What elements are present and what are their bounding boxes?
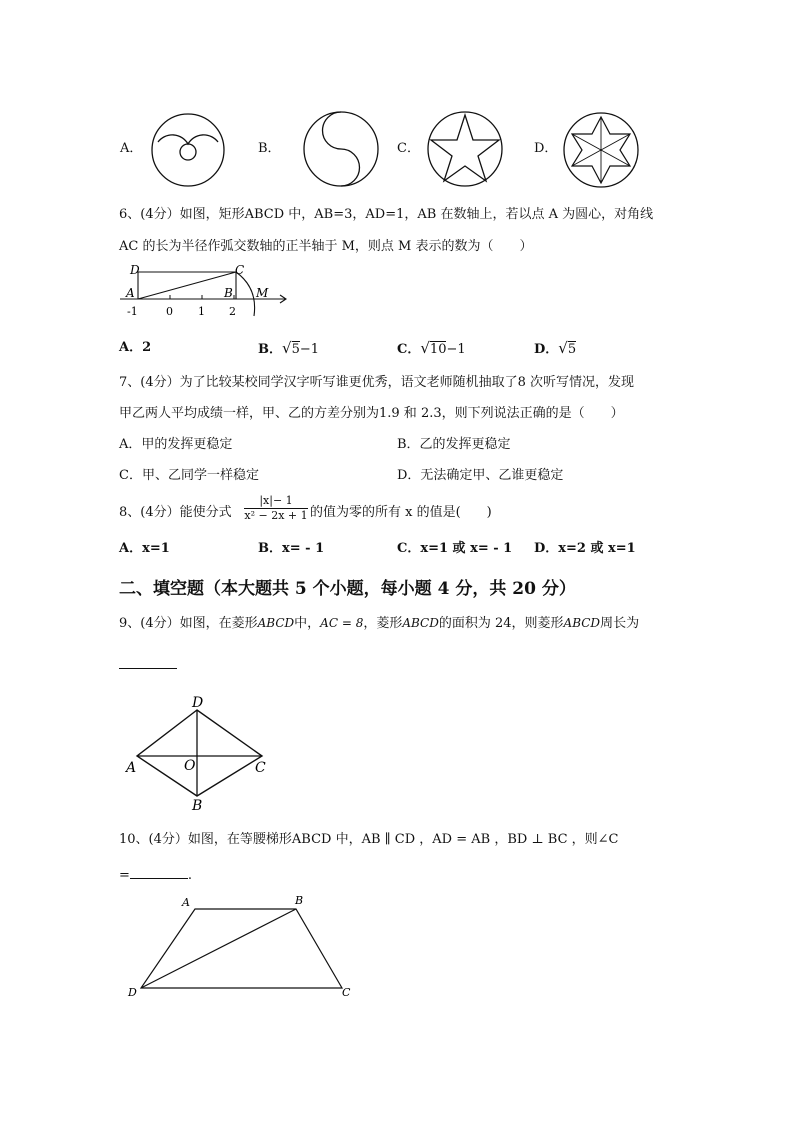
q8-stem-suffix: 的值为零的所有 x 的值是( ) xyxy=(310,505,492,520)
q5-option-d-label: D． xyxy=(534,141,558,156)
q6-stem-line2: AC 的长为半径作弧交数轴的正半轴于 M，则点 M 表示的数为（ ） xyxy=(119,239,533,254)
section-2-heading: 二、填空题（本大题共 5 个小题，每小题 4 分，共 20 分） xyxy=(119,579,576,599)
q9-fig-label-d: D xyxy=(192,695,204,711)
q8-option-b: B．x= - 1 xyxy=(258,541,325,556)
q7-option-a: A．甲的发挥更稳定 xyxy=(119,437,233,452)
q5-figure-a xyxy=(150,112,226,188)
q9-fig-label-b: B xyxy=(192,798,203,812)
q6-fig-label-b: B xyxy=(224,286,233,300)
q7-stem-line1: 7、(4分）为了比较某校同学汉字听写谁更优秀，语文老师随机抽取了8 次听写情况，发现 xyxy=(119,375,635,390)
q10-fig-label-b: B xyxy=(295,894,304,907)
q8-stem-prefix: 8、(4分）能使分式 xyxy=(119,505,232,520)
q10-fig-label-c: C xyxy=(342,986,351,999)
q6-fig-label-d: D xyxy=(130,263,140,277)
q9-fig-label-c: C xyxy=(255,760,266,776)
q5-option-a-label: A． xyxy=(120,141,143,156)
q9-answer-blank[interactable] xyxy=(119,652,177,669)
q5-figure-c xyxy=(426,110,504,188)
q9-fig-label-o: O xyxy=(184,758,196,774)
q6-option-a: A．2 xyxy=(119,340,152,355)
q8-fraction-denominator: x² − 2x + 1 xyxy=(244,509,308,522)
q8-fraction xyxy=(244,494,308,523)
q5-option-b-label: B． xyxy=(258,141,281,156)
q6-fig-tick-0: 0 xyxy=(166,305,173,318)
q6-stem-line1: 6、(4分）如图，矩形ABCD 中，AB=3，AD=1，AB 在数轴上，若以点 A 为圆心，对角线 xyxy=(119,207,654,222)
q7-stem-line2: 甲乙两人平均成绩一样，甲、乙的方差分别为1.9 和 2.3，则下列说法正确的是（ ） xyxy=(119,406,624,421)
q6-fig-tick-2: 2 xyxy=(229,305,236,318)
q8-fraction-numerator: |x|− 1 xyxy=(244,494,308,509)
q6-fig-label-a: A xyxy=(126,286,135,300)
q8-option-a: A．x=1 xyxy=(119,541,170,556)
q6-fig-label-c: C xyxy=(235,263,245,277)
q6-option-c: C．√10−1 xyxy=(397,339,466,357)
q10-fig-label-d: D xyxy=(128,986,137,999)
q6-fig-tick-minus1: -1 xyxy=(127,305,138,318)
q7-option-d: D．无法确定甲、乙谁更稳定 xyxy=(397,468,564,483)
q8-option-c: C．x=1 或 x= - 1 xyxy=(397,541,513,556)
q7-option-b: B．乙的发挥更稳定 xyxy=(397,437,511,452)
q10-answer-blank[interactable] xyxy=(130,865,188,879)
q9-stem: 9、(4分）如图，在菱形ABCD中，AC = 8，菱形ABCD的面积为 24，则菱形ABCD周长为 xyxy=(119,616,640,631)
q6-option-b: B．√5−1 xyxy=(258,339,320,357)
q10-trapezoid-figure xyxy=(124,892,360,1004)
q5-figure-d xyxy=(562,111,640,189)
q6-number-line-figure xyxy=(118,262,298,322)
q6-option-d: D．√5 xyxy=(534,339,577,357)
q10-stem-line1: 10、(4分）如图，在等腰梯形ABCD 中，AB ∥ CD ，AD = AB ，BD ⊥ BC ，则∠C xyxy=(119,832,619,847)
q7-option-c: C．甲、乙同学一样稳定 xyxy=(119,468,259,483)
q9-rhombus-figure xyxy=(122,692,282,812)
q10-stem-line2: = . xyxy=(119,865,192,884)
q6-fig-tick-1: 1 xyxy=(198,305,205,318)
q6-fig-label-m: M xyxy=(256,286,269,300)
q10-fig-label-a: A xyxy=(182,896,190,909)
q5-option-c-label: C． xyxy=(397,141,420,156)
q8-option-d: D．x=2 或 x=1 xyxy=(534,541,636,556)
q9-fig-label-a: A xyxy=(126,760,137,776)
q5-figure-b xyxy=(302,110,380,188)
